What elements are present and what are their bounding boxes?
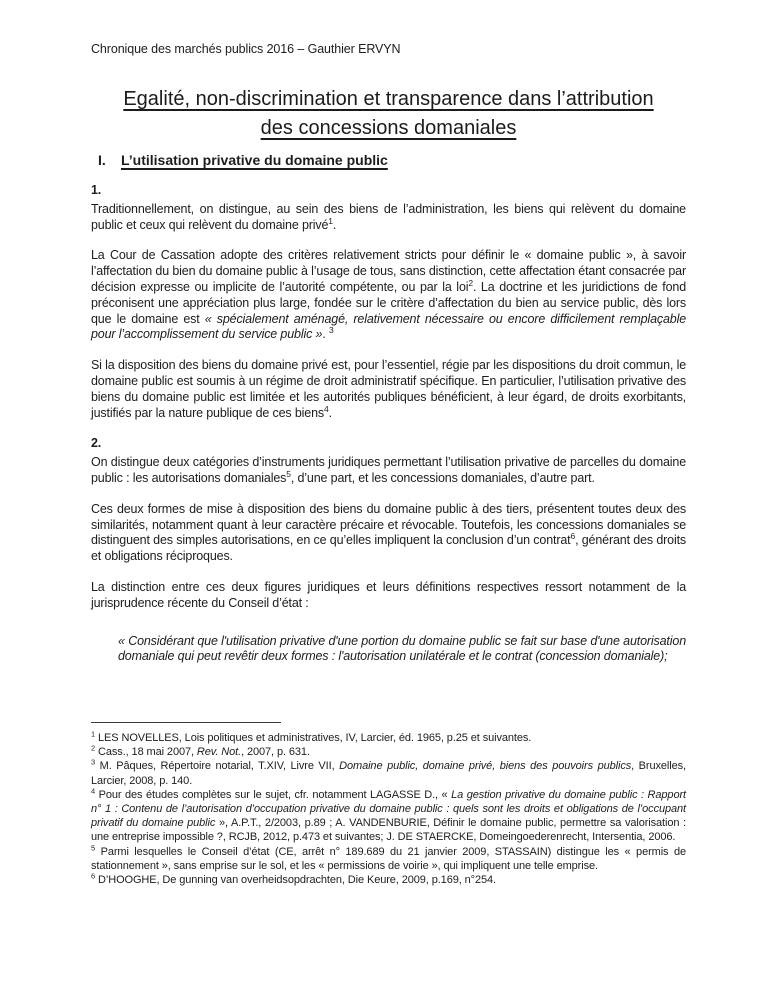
text-run: La Cour de Cassation adopte des critères relativement stricts pour définir le « domaine public », à savoir l’affectation du bien du domaine public à l’usage de tous, sans distinction, cette affectation étant consacrée par décision expresse ou implicite de l’autorité compétente, ou par la loi [91,248,686,294]
text-run: , d’une part, et les concessions domaniales, d’autre part. [290,470,595,485]
text-run: LES NOVELLES, Lois politiques et administratives, IV, Larcier, éd. 1965, p.25 et suivantes. [98,732,532,744]
footnote-reference: 6 [570,531,576,542]
paragraph-number: 1. [91,183,102,197]
text-run: La gestion privative du domaine public : Rapport n° 1 : Contenu de l’autorisation d’occupation privative du domaine public : quels sont les droits et obligations de l’occupant privatif du domaine public [91,788,686,830]
text-run: La distinction entre ces deux figures juridiques et leurs définitions respectives ressort notamment de la jurisprudence récente du Conseil d’état : [91,579,686,610]
footnote-marker: 2 [91,743,96,753]
paragraph [91,502,686,565]
text-run: « Considérant que l'utilisation privative d'une portion du domaine public se fait sur base d'une autorisation domaniale qui peut revêtir deux formes : l'autorisation unilatérale et le contrat (concession domaniale); [118,633,686,664]
blockquote [118,634,686,666]
section-number: I. [98,152,106,168]
paragraph [91,455,686,487]
footnote-marker: 4 [91,786,96,796]
paragraph [91,248,686,343]
document-title-line-2: des concessions domaniales [260,117,517,139]
footnote [91,842,686,873]
running-header: Chronique des marchés publics 2016 – Gauthier ERVYN [91,42,401,56]
text-run: M. Pâques, Répertoire notarial, T.XIV, Livre VII, [99,760,340,773]
paragraph [91,580,686,612]
text-run: Domaine public, domaine privé, biens des pouvoirs publics [339,760,632,773]
text-run: Cass., 18 mai 2007, [98,746,197,759]
text-run: . [322,327,329,342]
footnote [91,745,686,759]
text-run: Si la disposition des biens du domaine privé est, pour l’essentiel, régie par les dispositions du droit commun, le domaine public est soumis à un régime de droit administratif spécifique. En particulier, l’utilisation privative des biens du domaine public est limitée et les autorités publiques bénéficient, à leur égard, de droits exorbitants, justifiés par la nature publique de ces biens [91,358,686,420]
footnote [91,731,686,745]
section-heading-label: L’utilisation privative du domaine public [121,152,388,168]
footnote [91,759,686,787]
footnote-reference: 4 [323,403,329,414]
footnote-reference: 3 [328,325,334,336]
footnote-reference: 5 [286,468,291,479]
footnote-marker: 1 [91,729,96,739]
text-run: . [328,405,332,420]
text-run: On distingue deux catégories d’instruments juridiques permettant l’utilisation privative de parcelles du domaine public : les autorisations domaniales [91,455,686,485]
footnote [91,873,686,887]
document-title [91,85,686,143]
text-run: « spécialement aménagé, relativement nécessaire ou encore difficilement remplaçable pour l’accomplissement du service public » [91,311,686,342]
text-run: », A.P.T., 2/2003, p.89 ; A. VANDENBURIE, Définir le domaine public, permettre sa valorisation : une entreprise impossible ?, RCJB, 2012, p.473 et suivantes; J. DE STAERCKE, Domeingoederenrecht, Intersentia, 2006. [91,817,686,844]
text-run: . [332,217,337,232]
text-run: Rev. Not. [196,746,242,759]
paragraph-number: 2. [91,436,102,451]
text-run: . La doctrine et les juridictions de fond préconisent une appréciation plus large, fondée sur le critère d’affectation du bien au service public, dès lors que le domaine est [91,279,686,326]
text-run: , Bruxelles, Larcier, 2008, p. 140. [91,760,686,787]
text-run: , générant des droits et obligations réciproques. [91,533,687,564]
footnote-marker: 5 [91,842,96,852]
footnote-reference: 1 [328,215,333,226]
text-run: Ces deux formes de mise à disposition des biens du domaine public à des tiers, présentent toutes deux des similarités, notamment quant à leur caractère précaire et révocable. Toutefois, les concessions domaniales se distinguent des simples autorisations, en ce qu’elles impliquent la conclusion d’un contrat [91,501,686,548]
section-heading [91,151,686,169]
footnote-marker: 6 [91,871,96,881]
footnote-reference: 2 [468,277,473,288]
footnotes-area [91,722,686,887]
footnote [91,788,686,845]
document-body [91,183,686,665]
footnotes-list [91,731,686,887]
text-run: Parmi lesquelles le Conseil d’état (CE, arrêt n° 189.689 du 21 janvier 2009, STASSAIN) distingue les « permis de stationnement », sans emprise sur le sol, et les « permissions de voirie », qui impliquent une telle emprise. [91,845,686,872]
text-run: Traditionnellement, on distingue, au sein des biens de l’administration, les biens qui relèvent du domaine public et ceux qui relèvent du domaine privé [91,201,686,232]
paragraph [91,202,686,234]
footnote-marker: 3 [91,757,96,767]
text-run: , 2007, p. 631. [241,746,310,759]
footnote-separator [91,722,281,723]
document-title-line-1: Egalité, non-discrimination et transparence dans l’attribution [123,88,654,110]
paragraph [91,358,686,421]
text-run: D’HOOGHE, De gunning van overheidsopdrachten, Die Keure, 2009, p.169, n°254. [98,874,496,887]
text-run: Pour des études complètes sur le sujet, cfr. notamment LAGASSE D., « [98,788,452,801]
